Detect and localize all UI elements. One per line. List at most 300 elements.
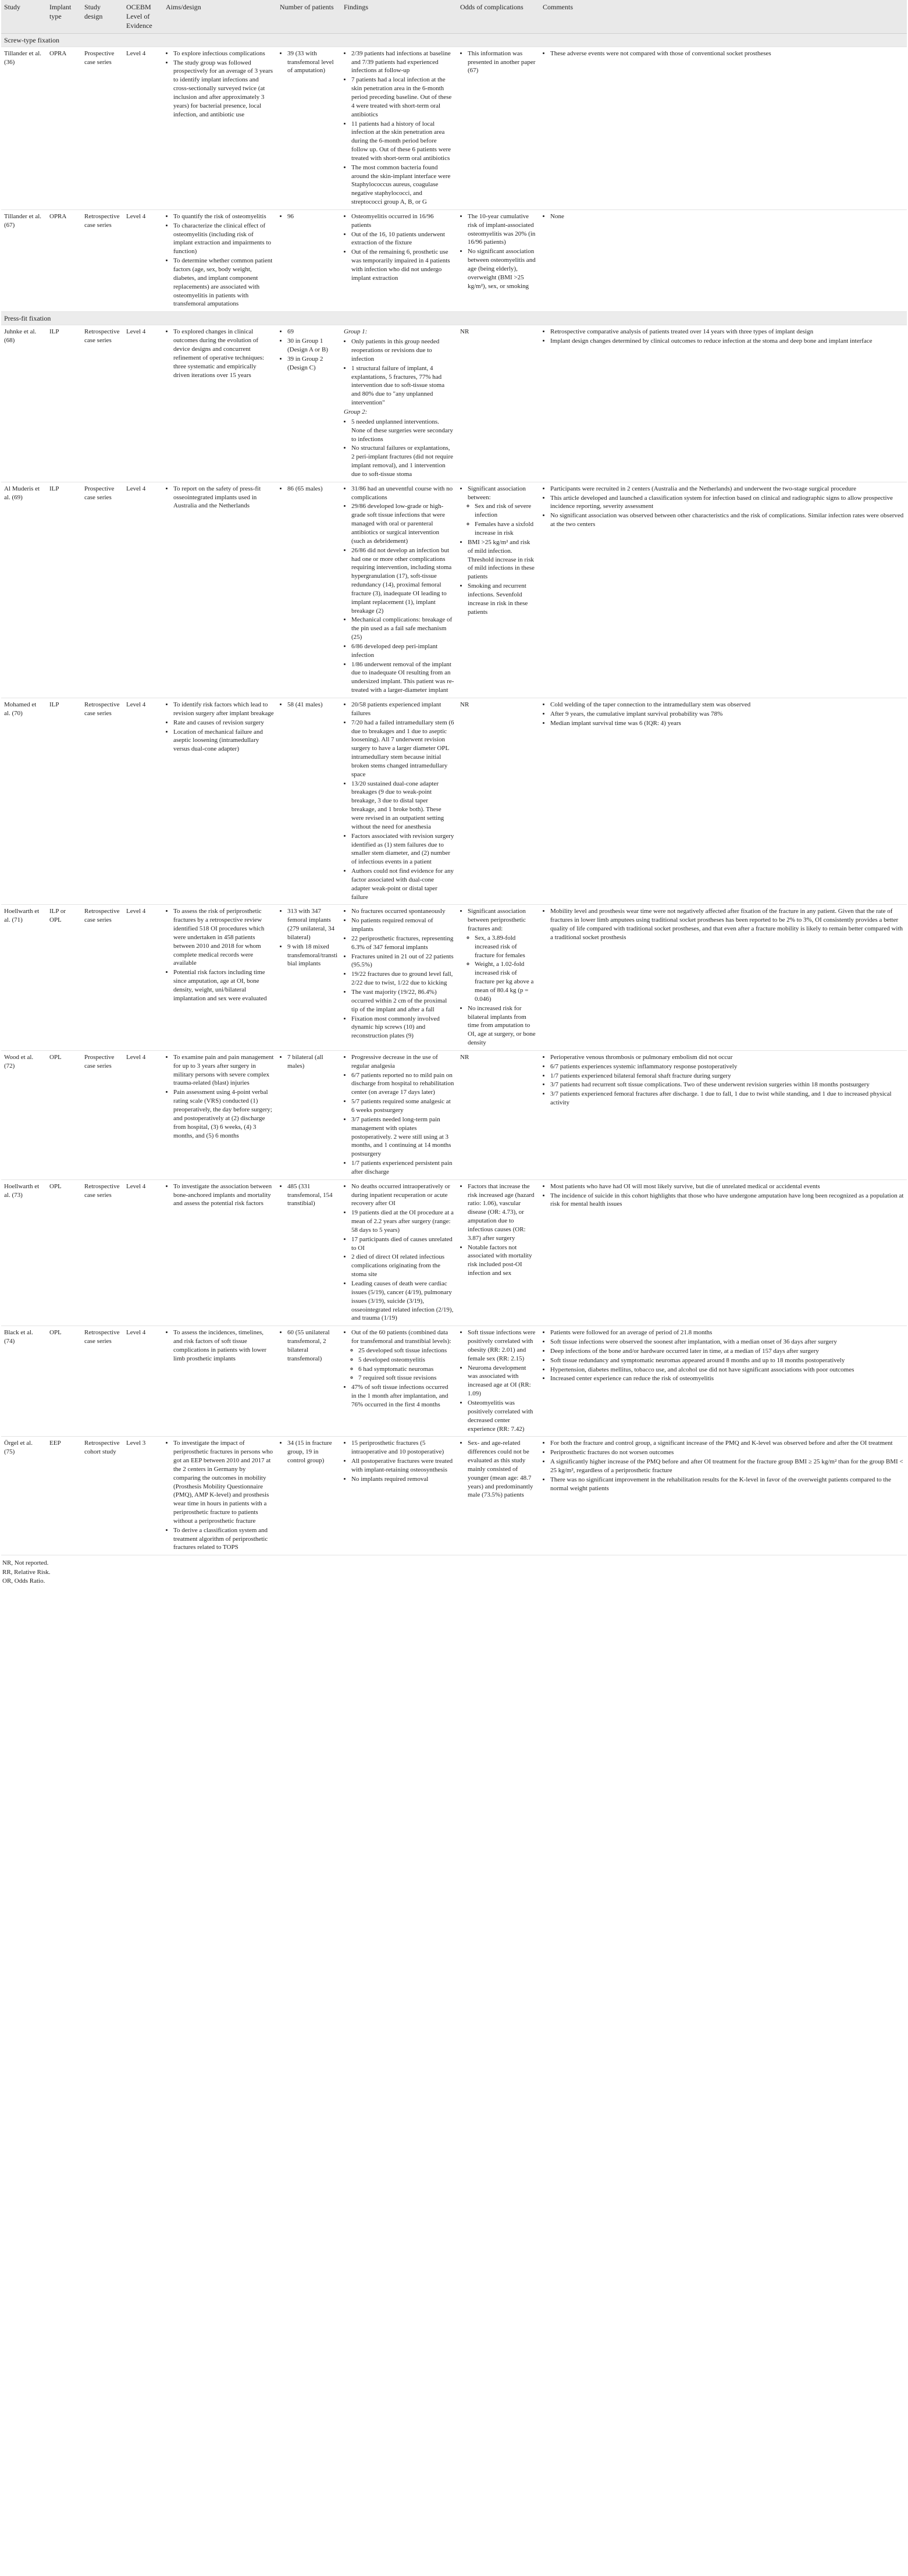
bullet-list <box>166 212 274 308</box>
cell-comments <box>540 1326 907 1437</box>
cell-level: Level 4 <box>123 209 163 311</box>
cell-study: Hoellwarth et al. (71) <box>1 905 47 1051</box>
findings-item: • 2 died of direct OI related infectious complications originating from the stoma site <box>351 1253 454 1279</box>
patients-item: • 96 <box>287 212 338 221</box>
cell-implant-type: OPL <box>47 1179 81 1326</box>
bullet-list <box>344 1053 454 1177</box>
comments-item: • A significantly higher increase of the PMQ before and after OI treatment for the fracture group BMI ≥ 25 kg/m² than for the group BMI < 25 kg/m², regardless of a periprosthetic fracture <box>550 1458 904 1475</box>
findings-item: ◦ 6 had symptomatic neuromas <box>358 1365 454 1374</box>
odds-item-group <box>468 502 537 537</box>
col-header-odds-of-complications: Odds of complications <box>457 0 540 33</box>
odds-item: ◦ Sex and risk of severe infection <box>475 502 537 520</box>
cell-comments <box>540 47 907 209</box>
odds-item: • Significant association between periprosthetic fractures and: <box>468 907 537 933</box>
bullet-list <box>166 328 274 379</box>
bullet-list <box>344 212 454 283</box>
bullet-list <box>344 337 454 407</box>
bullet-list <box>460 907 537 1047</box>
comments-item: • Most patients who have had OI will most likely survive, but die of unrelated medical or accidental events <box>550 1182 904 1191</box>
aims-item: • Rate and causes of revision surgery <box>173 719 274 727</box>
cell-implant-type: OPL <box>47 1326 81 1437</box>
bullet-list <box>460 1328 537 1433</box>
findings-item: • 15 periprosthetic fractures (5 intraoperative and 10 postoperative) <box>351 1439 454 1456</box>
aims-item: • Pain assessment using 4-point verbal rating scale (VRS) conducted (1) preoperatively, the day before surgery; and postoperatively at (2) discharge from hospital, (3) 6 weeks, (4) 3 months, and (5) 6 months <box>173 1088 274 1140</box>
aims-item: • To investigate the impact of periprosthetic fractures in persons who got an EEP between 2010 and 2017 at the 2 centers in Germany by comparing the outcomes in mobility (Prosthesis Mobility Questionnaire (PMQ), AMP K-level) and prosthesis wear time in hours in patients with a periprosthetic fracture to patients without a periprosthetic fracture <box>173 1439 274 1525</box>
findings-item: • The most common bacteria found around the skin-implant interface were Staphylococcus aureus, coagulase negative staphylococci, and streptococci group A, B, or G <box>351 164 454 207</box>
findings-item: • Mechanical complications: breakage of the pin used as a fail safe mechanism (25) <box>351 616 454 642</box>
cell-patients <box>277 1179 341 1326</box>
patients-item: • 30 in Group 1 (Design A or B) <box>287 337 338 354</box>
aims-item: • To examine pain and pain management for up to 3 years after surgery in military persons with severe complex trauma-related (blast) injuries <box>173 1053 274 1088</box>
cell-patients <box>277 1326 341 1437</box>
findings-item: • The vast majority (19/22, 86.4%) occurred within 2 cm of the proximal tip of the implant and after a fall <box>351 988 454 1014</box>
odds-value: NR <box>460 1053 469 1061</box>
comments-item: • After 9 years, the cumulative implant survival probability was 78% <box>550 710 904 719</box>
aims-item: • To report on the safety of press-fit osseointegrated implants used in Australia and the Netherlands <box>173 485 274 511</box>
findings-item: • 26/86 did not develop an infection but had one or more other complications requiring intervention, including stoma hypergranulation (17), soft-tissue redundancy (14), proximal femoral fracture (3), inadequate OI leading to implant replacement (1), implant breakage (2) <box>351 546 454 616</box>
findings-item: • 7 patients had a local infection at the skin penetration area in the 6-month period preceding baseline. Out of these 4 were treated with short-term oral antibiotics <box>351 76 454 119</box>
findings-item: • 2/39 patients had infections at baseline and 7/39 patients had experienced infections at follow-up <box>351 49 454 76</box>
bullet-list <box>166 907 274 1003</box>
bullet-list <box>543 49 904 58</box>
col-header-number-of-patients: Number of patients <box>277 0 341 33</box>
odds-item: • Significant association between: <box>468 485 537 502</box>
table-row <box>1 698 907 905</box>
comments-item: • No significant association was observed between other characteristics and the risk of complications. Similar infection rates were observed at the two centers <box>550 511 904 529</box>
comments-item: • The incidence of suicide in this cohort highlights that those who have undergone amputation have long been recognized as a population at risk for mental health issues <box>550 1192 904 1209</box>
cell-study-design: Retrospective case series <box>81 905 123 1051</box>
odds-item: • Smoking and recurrent infections. Sevenfold increase in risk in these patients <box>468 582 537 616</box>
cell-study: Hoellwarth et al. (73) <box>1 1179 47 1326</box>
aims-item: • To derive a classification system and treatment algorithm of periprosthetic fractures related to TOPS <box>173 1526 274 1552</box>
cell-patients <box>277 482 341 698</box>
bullet-list <box>543 485 904 529</box>
cell-odds <box>457 1326 540 1437</box>
findings-item: • No implants required removal <box>351 1475 454 1484</box>
cell-odds <box>457 47 540 209</box>
comments-item: • For both the fracture and control group, a significant increase of the PMQ and K-level was observed before and after the OI treatment <box>550 1439 904 1448</box>
col-header-study: Study <box>1 0 47 33</box>
aims-item: • To identify risk factors which lead to revision surgery after implant breakage <box>173 701 274 718</box>
cell-level: Level 4 <box>123 1326 163 1437</box>
cell-implant-type: ILP or OPL <box>47 905 81 1051</box>
cell-findings <box>341 1050 457 1179</box>
cell-study: Juhnke et al. (68) <box>1 325 47 482</box>
bullet-list <box>166 701 274 754</box>
bullet-list <box>344 418 454 479</box>
cell-level: Level 3 <box>123 1437 163 1555</box>
table-row <box>1 1050 907 1179</box>
odds-item: ◦ Sex, a 3.89-fold increased risk of fracture for females <box>475 934 537 960</box>
bullet-list <box>280 328 338 372</box>
odds-item: • Soft tissue infections were positively correlated with obesity (RR: 2.01) and female sex (RR: 2.15) <box>468 1328 537 1363</box>
comments-item: • Hypertension, diabetes mellitus, tobacco use, and alcohol use did not have significant associations with poor outcomes <box>550 1366 904 1374</box>
bullet-list <box>468 502 537 537</box>
findings-item: • 11 patients had a history of local infection at the skin penetration area during the 6-month period before follow up. Out of these 6 patients were treated with short-term oral antibiotics <box>351 120 454 163</box>
patients-item: • 9 with 18 mixed transfemoral/transtibial implants <box>287 943 338 969</box>
cell-patients <box>277 209 341 311</box>
patients-item: • 39 in Group 2 (Design C) <box>287 355 338 372</box>
findings-item: • 1/86 underwent removal of the implant due to inadequate OI resulting from an undersized implant. This patient was re-treated with a larger-diameter implant <box>351 660 454 695</box>
comments-item: • These adverse events were not compared with those of conventional socket prostheses <box>550 49 904 58</box>
findings-item: • Progressive decrease in the use of regular analgesia <box>351 1053 454 1071</box>
findings-item: ◦ 7 required soft tissue revisions <box>358 1374 454 1383</box>
patients-item: • 86 (65 males) <box>287 485 338 493</box>
cell-patients <box>277 698 341 905</box>
cell-study-design: Retrospective case series <box>81 698 123 905</box>
patients-item: • 485 (331 transfemoral, 154 transtibial) <box>287 1182 338 1209</box>
comments-item: • Implant design changes determined by clinical outcomes to reduce infection at the stoma and deep bone and implant interface <box>550 337 904 346</box>
bullet-list <box>344 49 454 207</box>
cell-odds <box>457 1050 540 1179</box>
group-label: Group 1: <box>344 328 368 336</box>
comments-item: • Median implant survival time was 6 (IQR: 4) years <box>550 719 904 728</box>
bullet-list <box>166 49 274 119</box>
cell-findings <box>341 47 457 209</box>
bullet-list <box>543 701 904 728</box>
cell-aims <box>163 1050 277 1179</box>
bullet-list <box>280 1328 338 1363</box>
cell-findings <box>341 905 457 1051</box>
comments-item: • Deep infections of the bone and/or hardware occurred later in time, at a median of 157 days after surgery <box>550 1347 904 1356</box>
table-row <box>1 1326 907 1437</box>
cell-study-design: Retrospective case series <box>81 209 123 311</box>
patients-item: • 34 (15 in fracture group, 19 in control group) <box>287 1439 338 1465</box>
comments-item: • 6/7 patients experiences systemic inflammatory response postoperatively <box>550 1063 904 1071</box>
bullet-list <box>543 907 904 941</box>
footnotes <box>1 1559 907 1586</box>
patients-item: • 39 (33 with transfemoral level of amputation) <box>287 49 338 76</box>
table-row <box>1 905 907 1051</box>
cell-comments <box>540 482 907 698</box>
comments-item: • Soft tissue infections were observed the soonest after implantation, with a median onset of 36 days after surgery <box>550 1338 904 1346</box>
findings-item: • Out of the 60 patients (combined data for transfemoral and transtibial levels): <box>351 1328 454 1346</box>
findings-item: • 1 structural failure of implant, 4 explantations, 5 fractures, 77% had intervention due to soft-tissue stoma and 80% due to "any unplanned intervention" <box>351 364 454 407</box>
cell-odds <box>457 1437 540 1555</box>
findings-item: ◦ 25 developed soft tissue infections <box>358 1346 454 1355</box>
cell-aims <box>163 209 277 311</box>
findings-item: • 5 needed unplanned interventions. None of these surgeries were secondary to infections <box>351 418 454 444</box>
table-row <box>1 1437 907 1555</box>
cell-patients <box>277 905 341 1051</box>
cell-study-design: Prospective case series <box>81 47 123 209</box>
findings-item: • 5/7 patients required some analgesic at 6 weeks postsurgery <box>351 1097 454 1115</box>
cell-odds <box>457 482 540 698</box>
comments-item: • Periprosthetic fractures do not worsen outcomes <box>550 1448 904 1457</box>
bullet-list <box>280 1182 338 1209</box>
odds-item: • This information was presented in another paper (67) <box>468 49 537 76</box>
bullet-list <box>543 1439 904 1493</box>
patients-item: • 7 bilateral (all males) <box>287 1053 338 1071</box>
bullet-list <box>166 1053 274 1140</box>
aims-item: • To explored changes in clinical outcomes during the evolution of device designs and concurrent refinement of operative techniques: three systematic and empirically driven iterations over 15 years <box>173 328 274 379</box>
cell-odds <box>457 209 540 311</box>
col-header-implant-type: Implant type <box>47 0 81 33</box>
comments-item: • None <box>550 212 904 221</box>
bullet-list <box>280 1439 338 1465</box>
bullet-list <box>166 1439 274 1552</box>
cell-patients <box>277 47 341 209</box>
comments-item: • Participants were recruited in 2 centers (Australia and the Netherlands) and underwent the two-stage surgical procedure <box>550 485 904 493</box>
cell-study-design: Retrospective cohort study <box>81 1437 123 1555</box>
cell-study: Black et al. (74) <box>1 1326 47 1437</box>
cell-patients <box>277 1437 341 1555</box>
col-header-level-of-evidence: OCEBM Level of Evidence <box>123 0 163 33</box>
bullet-list <box>280 1053 338 1071</box>
cell-level: Level 4 <box>123 1179 163 1326</box>
bullet-list <box>460 212 537 291</box>
cell-study: Wood et al. (72) <box>1 1050 47 1179</box>
patients-item: • 69 <box>287 328 338 336</box>
findings-item-group <box>351 1346 454 1383</box>
comments-item: • There was no significant improvement in the rehabilitation results for the K-level in favor of the overweight patients compared to the normal weight patients <box>550 1476 904 1493</box>
cell-study-design: Prospective case series <box>81 482 123 698</box>
findings-item: • 7/20 had a failed intramedullary stem (6 due to breakages and 1 due to aseptic loosening). All 7 underwent revision surgery to have a larger diameter OPL intramedullary stem because initial broken stems changed intramedullary space <box>351 719 454 779</box>
comments-item: • 1/7 patients experienced bilateral femoral shaft fracture during surgery <box>550 1072 904 1081</box>
aims-item: • Location of mechanical failure and aseptic loosening (intramedullary versus dual-cone adapter) <box>173 728 274 754</box>
findings-item: • Authors could not find evidence for any factor associated with dual-cone adapter weak-point or distal taper failure <box>351 867 454 901</box>
odds-item-group <box>468 934 537 1004</box>
bullet-list <box>280 49 338 76</box>
odds-item: • The 10-year cumulative risk of implant-associated osteomyelitis was 20% (in 16/96 patients) <box>468 212 537 247</box>
findings-item: • No fractures occurred spontaneously <box>351 907 454 916</box>
cell-implant-type: OPRA <box>47 47 81 209</box>
bullet-list <box>460 485 537 617</box>
table-header-row <box>1 0 907 33</box>
cell-implant-type: ILP <box>47 698 81 905</box>
table-row <box>1 325 907 482</box>
bullet-list <box>543 1053 904 1107</box>
cell-level: Level 4 <box>123 325 163 482</box>
aims-item: • Potential risk factors including time since amputation, age at OI, bone density, weight, uni/bilateral implantation and sex were evaluated <box>173 968 274 1003</box>
cell-comments <box>540 209 907 311</box>
odds-item: • BMI >25 kg/m² and risk of mild infection. Threshold increase in risk of mild infections in these patients <box>468 538 537 581</box>
findings-item: • Only patients in this group needed reoperations or revisions due to infection <box>351 337 454 364</box>
section-row <box>1 312 907 325</box>
aims-item: • To explore infectious complications <box>173 49 274 58</box>
bullet-list <box>351 1346 454 1383</box>
aims-item: • To determine whether common patient factors (age, sex, body weight, diabetes, and implant component replacements) are associated with osteomyelitis in patients with transfemoral amputations <box>173 257 274 308</box>
odds-item: ◦ Females have a sixfold increase in risk <box>475 520 537 538</box>
patients-item: • 313 with 347 femoral implants (279 unilateral, 34 bilateral) <box>287 907 338 941</box>
cell-comments <box>540 1179 907 1326</box>
cell-aims <box>163 1179 277 1326</box>
findings-item: • 22 periprosthetic fractures, representing 6.3% of 347 femoral implants <box>351 935 454 952</box>
findings-item: • 31/86 had an uneventful course with no complications <box>351 485 454 502</box>
col-header-comments: Comments <box>540 0 907 33</box>
cell-study: Tillander et al. (36) <box>1 47 47 209</box>
cell-study: Tillander et al. (67) <box>1 209 47 311</box>
findings-item: • No patients required removal of implants <box>351 916 454 934</box>
patients-item: • 58 (41 males) <box>287 701 338 709</box>
cell-level: Level 4 <box>123 905 163 1051</box>
bullet-list <box>460 1182 537 1278</box>
bullet-list <box>280 485 338 493</box>
comments-item: • Patients were followed for an average of period of 21.8 months <box>550 1328 904 1337</box>
comments-item: • 3/7 patients experienced femoral fractures after discharge. 1 due to fall, 1 due to twist while standing, and 1 due to increased physical activity <box>550 1090 904 1107</box>
bullet-list <box>166 1328 274 1363</box>
footnote: OR, Odds Ratio. <box>2 1577 45 1585</box>
findings-item: • 17 participants died of causes unrelated to OI <box>351 1235 454 1253</box>
findings-item: • No deaths occurred intraoperatively or during inpatient recuperation or acute recovery after OI <box>351 1182 454 1209</box>
bullet-list <box>468 934 537 1004</box>
section-title: Screw-type fixation <box>1 33 907 47</box>
cell-findings <box>341 209 457 311</box>
findings-item: • 3/7 patients needed long-term pain management with opiates postoperatively. 2 were still using at 3 months, and 1 continuing at 14 months postsurgery <box>351 1115 454 1159</box>
cell-findings <box>341 698 457 905</box>
bullet-list <box>280 212 338 221</box>
comments-item: • Perioperative venous thrombosis or pulmonary embolism did not occur <box>550 1053 904 1062</box>
bullet-list <box>166 1182 274 1209</box>
bullet-list <box>543 1182 904 1209</box>
bullet-list <box>166 485 274 511</box>
cell-implant-type: OPRA <box>47 209 81 311</box>
cell-study-design: Prospective case series <box>81 1050 123 1179</box>
cell-findings <box>341 482 457 698</box>
cell-odds <box>457 698 540 905</box>
cell-implant-type: ILP <box>47 482 81 698</box>
cell-patients <box>277 325 341 482</box>
bullet-list <box>460 1439 537 1500</box>
section-row <box>1 33 907 47</box>
table-row <box>1 209 907 311</box>
cell-comments <box>540 905 907 1051</box>
cell-patients <box>277 1050 341 1179</box>
comments-item: • Increased center experience can reduce the risk of osteomyelitis <box>550 1374 904 1383</box>
odds-item: • Osteomyelitis was positively correlated with decreased center experience (RR: 7.42) <box>468 1399 537 1433</box>
cell-aims <box>163 47 277 209</box>
findings-item: • 13/20 sustained dual-cone adapter breakages (9 due to weak-point breakage, 3 due to distal taper breakage, and 1 broke both). These were revised in an outpatient setting without the need for anesthesia <box>351 780 454 832</box>
cell-level: Level 4 <box>123 698 163 905</box>
cell-findings <box>341 1437 457 1555</box>
findings-item: • 1/7 patients experienced persistent pain after discharge <box>351 1159 454 1177</box>
odds-item: • No increased risk for bilateral implants from time from amputation to OI, age at surgery, or bone density <box>468 1004 537 1047</box>
aims-item: • The study group was followed prospectively for an average of 3 years to identify implant infections and cross-sectionally surveyed twice (at inclusion and after approximately 3 years) for bacterial presence, local infection, and antibiotic use <box>173 59 274 119</box>
odds-item: • Factors that increase the risk increased age (hazard ratio: 1.06), vascular disease (OR: 4.73), or amputation due to infectious causes (OR: 3.87) after surgery <box>468 1182 537 1243</box>
odds-item: ◦ Weight, a 1.02-fold increased risk of fracture per kg above a mean of 80.4 kg (p = 0.046) <box>475 960 537 1003</box>
comments-item: • Soft tissue redundancy and symptomatic neuromas appeared around 8 months and up to 18 months postoperatively <box>550 1356 904 1365</box>
col-header-aims-design: Aims/design <box>163 0 277 33</box>
footnote: NR, Not reported. <box>2 1559 49 1567</box>
odds-item: • No significant association between osteomyelitis and age (being elderly), overweight (BMI >25 kg/m²), sex, or smoking <box>468 247 537 290</box>
findings-item: • All postoperative fractures were treated with implant-retaining osteosynthesis <box>351 1457 454 1474</box>
cell-comments <box>540 1050 907 1179</box>
cell-comments <box>540 698 907 905</box>
findings-item: • 47% of soft tissue infections occurred in the 1 month after implantation, and 76% occurred in the first 4 months <box>351 1383 454 1409</box>
cell-level: Level 4 <box>123 47 163 209</box>
comments-item: • Retrospective comparative analysis of patients treated over 14 years with three types of implant design <box>550 328 904 336</box>
bullet-list <box>344 485 454 695</box>
findings-item: • 29/86 developed low-grade or high-grade soft tissue infections that were managed with oral or parenteral antibiotics or surgical intervention (such as debridement) <box>351 502 454 545</box>
table-row <box>1 482 907 698</box>
cell-aims <box>163 1437 277 1555</box>
footnote: RR, Relative Risk. <box>2 1568 51 1576</box>
findings-item: ◦ 5 developed osteomyelitis <box>358 1356 454 1365</box>
bullet-list <box>460 49 537 76</box>
cell-study-design: Retrospective case series <box>81 325 123 482</box>
odds-value: NR <box>460 701 469 708</box>
aims-item: • To investigate the association between bone-anchored implants and mortality and assess the potential risk factors <box>173 1182 274 1209</box>
odds-item: • Sex- and age-related differences could not be evaluated as this study mainly consisted of younger (mean age: 48.7 years) and predominantly male (73.5%) patients <box>468 1439 537 1500</box>
table-row <box>1 47 907 209</box>
cell-study-design: Retrospective case series <box>81 1326 123 1437</box>
literature-table <box>1 0 907 1555</box>
odds-item: • Notable factors not associated with mortality risk included post-OI infection and sex <box>468 1243 537 1278</box>
findings-item: • Out of the remaining 6, prosthetic use was temporarily impaired in 4 patients with infection who did not undergo implant extraction <box>351 248 454 282</box>
group-label: Group 2: <box>344 408 368 415</box>
cell-implant-type: ILP <box>47 325 81 482</box>
aims-item: • To assess the risk of periprosthetic fractures by a retrospective review identified 518 OI procedures which were undertaken in 458 patients between 2010 and 2018 for whom complete medical records were available <box>173 907 274 968</box>
findings-item: • 20/58 patients experienced implant failures <box>351 701 454 718</box>
findings-item: • Out of the 16, 10 patients underwent extraction of the fixture <box>351 230 454 248</box>
bullet-list <box>280 701 338 709</box>
findings-item: • 6/7 patients reported no to mild pain on discharge from hospital to rehabilitation center (on average 17 days later) <box>351 1071 454 1097</box>
cell-study-design: Retrospective case series <box>81 1179 123 1326</box>
section-title: Press-fit fixation <box>1 312 907 325</box>
patients-item: • 60 (55 unilateral transfemoral, 2 bilateral transfemoral) <box>287 1328 338 1363</box>
findings-item: • 19/22 fractures due to ground level fall, 2/22 due to twist, 1/22 due to kicking <box>351 970 454 987</box>
odds-item: • Neuroma development was associated with increased age at OI (RR: 1.09) <box>468 1364 537 1398</box>
cell-comments <box>540 1437 907 1555</box>
bullet-list <box>543 1328 904 1383</box>
bullet-list <box>280 907 338 968</box>
findings-item: • Osteomyelitis occurred in 16/96 patients <box>351 212 454 230</box>
cell-odds <box>457 1179 540 1326</box>
cell-odds <box>457 905 540 1051</box>
findings-item: • Leading causes of death were cardiac issues (5/19), cancer (4/19), pulmonary issues (3/19), suicide (3/19), osseointegrated related infection (2/19), and trauma (1/19) <box>351 1280 454 1323</box>
bullet-list <box>344 1439 454 1483</box>
cell-implant-type: EEP <box>47 1437 81 1555</box>
bullet-list <box>344 701 454 901</box>
col-header-findings: Findings <box>341 0 457 33</box>
cell-implant-type: OPL <box>47 1050 81 1179</box>
comments-item: • Cold welding of the taper connection to the intramedullary stem was observed <box>550 701 904 709</box>
cell-aims <box>163 698 277 905</box>
comments-item: • This article developed and launched a classification system for infection based on clinical and radiographic signs to allow prospective incidence reporting, severity assessment <box>550 494 904 511</box>
bullet-list <box>543 328 904 346</box>
table-row <box>1 1179 907 1326</box>
aims-item: • To characterize the clinical effect of osteomyelitis (including risk of implant extraction and impairments to function) <box>173 222 274 256</box>
comments-item: • Mobility level and prosthesis wear time were not negatively affected after fixation of the fracture in any patient. Given that the rate of fractures in lower limb amputees using traditional socket prostheses has been reported to be 2% to 3%, OI consistently provides a better quality of life compared with traditional socket prostheses, and that even after a fracture mobility is likely to remain better compared with a traditional socket prosthesis <box>550 907 904 941</box>
col-header-study-design: Study design <box>81 0 123 33</box>
findings-item: • Fixation most commonly involved dynamic hip screws (10) and reconstruction plates (9) <box>351 1015 454 1041</box>
findings-item: • 6/86 developed deep peri-implant infection <box>351 642 454 660</box>
cell-aims <box>163 325 277 482</box>
aims-item: • To quantify the risk of osteomyelitis <box>173 212 274 221</box>
bullet-list <box>344 907 454 1040</box>
findings-item: • Factors associated with revision surgery identified as (1) stem failures due to smaller stem diameter, and (2) number of infectious events in a patient <box>351 832 454 866</box>
comments-item: • 3/7 patients had recurrent soft tissue complications. Two of these underwent revision surgeries within 18 months postsurgery <box>550 1081 904 1089</box>
cell-aims <box>163 905 277 1051</box>
cell-findings <box>341 325 457 482</box>
odds-value: NR <box>460 328 469 336</box>
bullet-list <box>344 1182 454 1323</box>
cell-findings <box>341 1326 457 1437</box>
cell-study: Mohamed et al. (70) <box>1 698 47 905</box>
bullet-list <box>344 1328 454 1409</box>
findings-item: • No structural failures or explantations, 2 peri-implant fractures (did not require implant removal), and 1 intervention due to soft-tissue stoma <box>351 444 454 478</box>
cell-level: Level 4 <box>123 1050 163 1179</box>
table-body <box>1 33 907 1555</box>
cell-odds <box>457 325 540 482</box>
cell-aims <box>163 482 277 698</box>
aims-item: • To assess the incidences, timelines, and risk factors of soft tissue complications in patients with lower limb prosthetic implants <box>173 1328 274 1363</box>
bullet-list <box>543 212 904 221</box>
findings-item: • Fractures united in 21 out of 22 patients (95.5%) <box>351 953 454 970</box>
cell-level: Level 4 <box>123 482 163 698</box>
cell-findings <box>341 1179 457 1326</box>
cell-aims <box>163 1326 277 1437</box>
